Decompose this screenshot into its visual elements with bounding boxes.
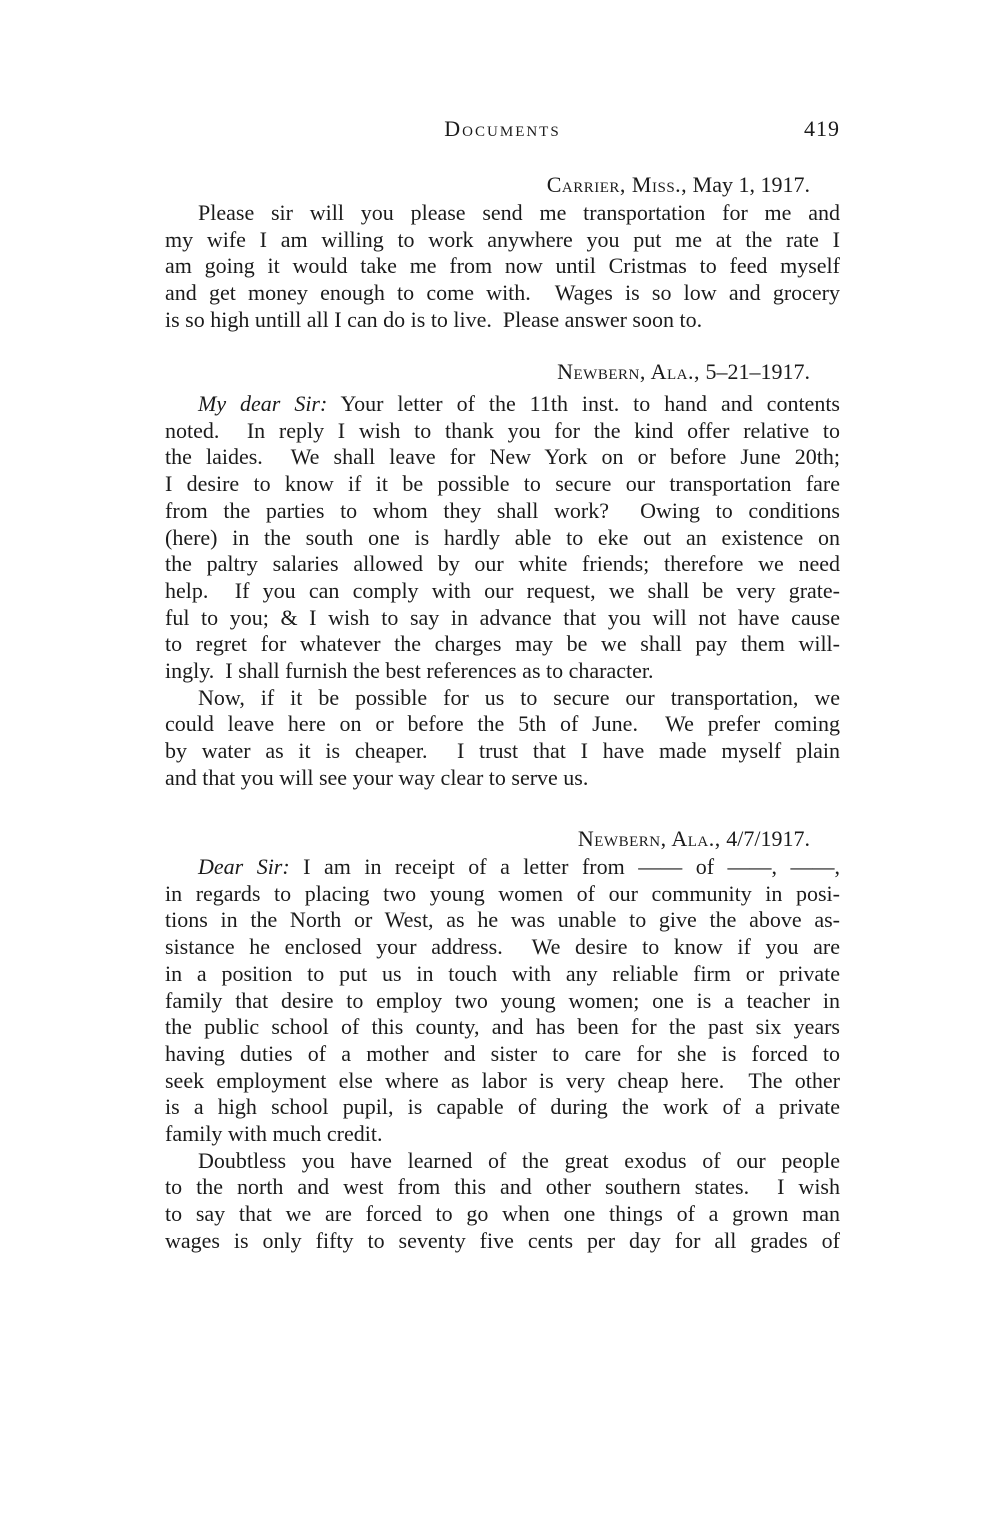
text-line [165, 391, 840, 418]
paragraph [165, 1148, 840, 1255]
text-line: I desire to know if it be possible to secure our transportation fare [165, 471, 840, 497]
text-line: and get money enough to come with. Wages is so low and grocery [165, 280, 840, 306]
text-line: tions in the North or West, as he was unable to give the above as- [165, 907, 840, 933]
text-line: Now, if it be possible for us to secure our transportation, we [198, 684, 840, 710]
text-line: am going it would take me from now until Cristmas to feed myself [165, 253, 840, 279]
dateline-place: Carrier, Miss., [546, 172, 688, 197]
text-line: help. If you can comply with our request, we shall be very grate- [165, 577, 840, 603]
letter-dateline [165, 826, 840, 853]
dateline-place: Newbern, Ala., [557, 359, 700, 384]
letter-dateline [165, 359, 840, 386]
text-line: sistance he enclosed your address. We desire to know if you are [165, 934, 840, 960]
text-line: and that you will see your way clear to serve us. [165, 764, 589, 790]
text-line: my wife I am willing to work anywhere you put me at the rate I [165, 226, 840, 252]
letter-body [165, 854, 840, 1255]
running-title: Documents [444, 116, 561, 141]
text-line: having duties of a mother and sister to care for she is forced to [165, 1040, 840, 1066]
text-line: could leave here on or before the 5th of June. We prefer coming [165, 711, 840, 737]
letter-dateline [165, 172, 840, 199]
text-line: in regards to placing two young women of our community in posi- [165, 880, 840, 906]
text-line [165, 854, 840, 881]
paragraph [165, 685, 840, 792]
text-line: in a position to put us in touch with any reliable firm or private [165, 960, 840, 986]
page-header [165, 116, 840, 143]
paragraph [165, 854, 840, 1148]
text-line: the public school of this county, and has been for the past six years [165, 1014, 840, 1040]
line-text: Your letter of the 11th inst. to hand and contents [327, 391, 840, 416]
text-line: is a high school pupil, is capable of during the work of a private [165, 1094, 840, 1120]
text-line: Please sir will you please send me transportation for me and [198, 200, 840, 225]
letter-body [165, 200, 840, 334]
text-line: to regret for whatever the charges may be we shall pay them will- [165, 631, 840, 657]
letter-body [165, 391, 840, 792]
text-line: to say that we are forced to go when one things of a grown man [165, 1201, 840, 1227]
text-line: to the north and west from this and other southern states. I wish [165, 1174, 840, 1200]
dateline-date: 5–21–1917. [705, 359, 810, 384]
dateline-place: Newbern, Ala., [577, 826, 721, 851]
text-line: ful to you; & I wish to say in advance that you will not have cause [165, 604, 840, 630]
text-line: (here) in the south one is hardly able to eke out an existence on [165, 524, 840, 550]
italic-salutation: Dear Sir: [198, 854, 290, 879]
italic-salutation: My dear Sir: [198, 391, 328, 416]
text-line: family that desire to employ two young women; one is a teacher in [165, 987, 840, 1013]
page-number: 419 [804, 116, 840, 141]
text-line: wages is only fifty to seventy five cents per day for all grades of [165, 1227, 840, 1253]
text-line: seek employment else where as labor is very cheap here. The other [165, 1067, 840, 1093]
text-line: ingly. I shall furnish the best references as to character. [165, 658, 654, 684]
paragraph [165, 391, 840, 685]
text-line: from the parties to whom they shall work? Owing to conditions [165, 497, 840, 523]
dateline-date: 4/7/1917. [726, 826, 810, 851]
dateline-date: May 1, 1917. [692, 172, 810, 197]
text-line: the laides. We shall leave for New York on or before June 20th; [165, 444, 840, 470]
text-line: noted. In reply I wish to thank you for the kind offer relative to [165, 417, 840, 443]
line-text: I am in receipt of a letter from —— of ——, ——, [289, 854, 840, 879]
paragraph [165, 200, 840, 334]
text-line: Doubtless you have learned of the great exodus of our people [198, 1147, 840, 1173]
text-line: family with much credit. [165, 1121, 383, 1147]
text-line: by water as it is cheaper. I trust that I have made myself plain [165, 738, 840, 764]
text-line: is so high untill all I can do is to live. Please answer soon to. [165, 306, 703, 332]
text-line: the paltry salaries allowed by our white friends; therefore we need [165, 551, 840, 577]
